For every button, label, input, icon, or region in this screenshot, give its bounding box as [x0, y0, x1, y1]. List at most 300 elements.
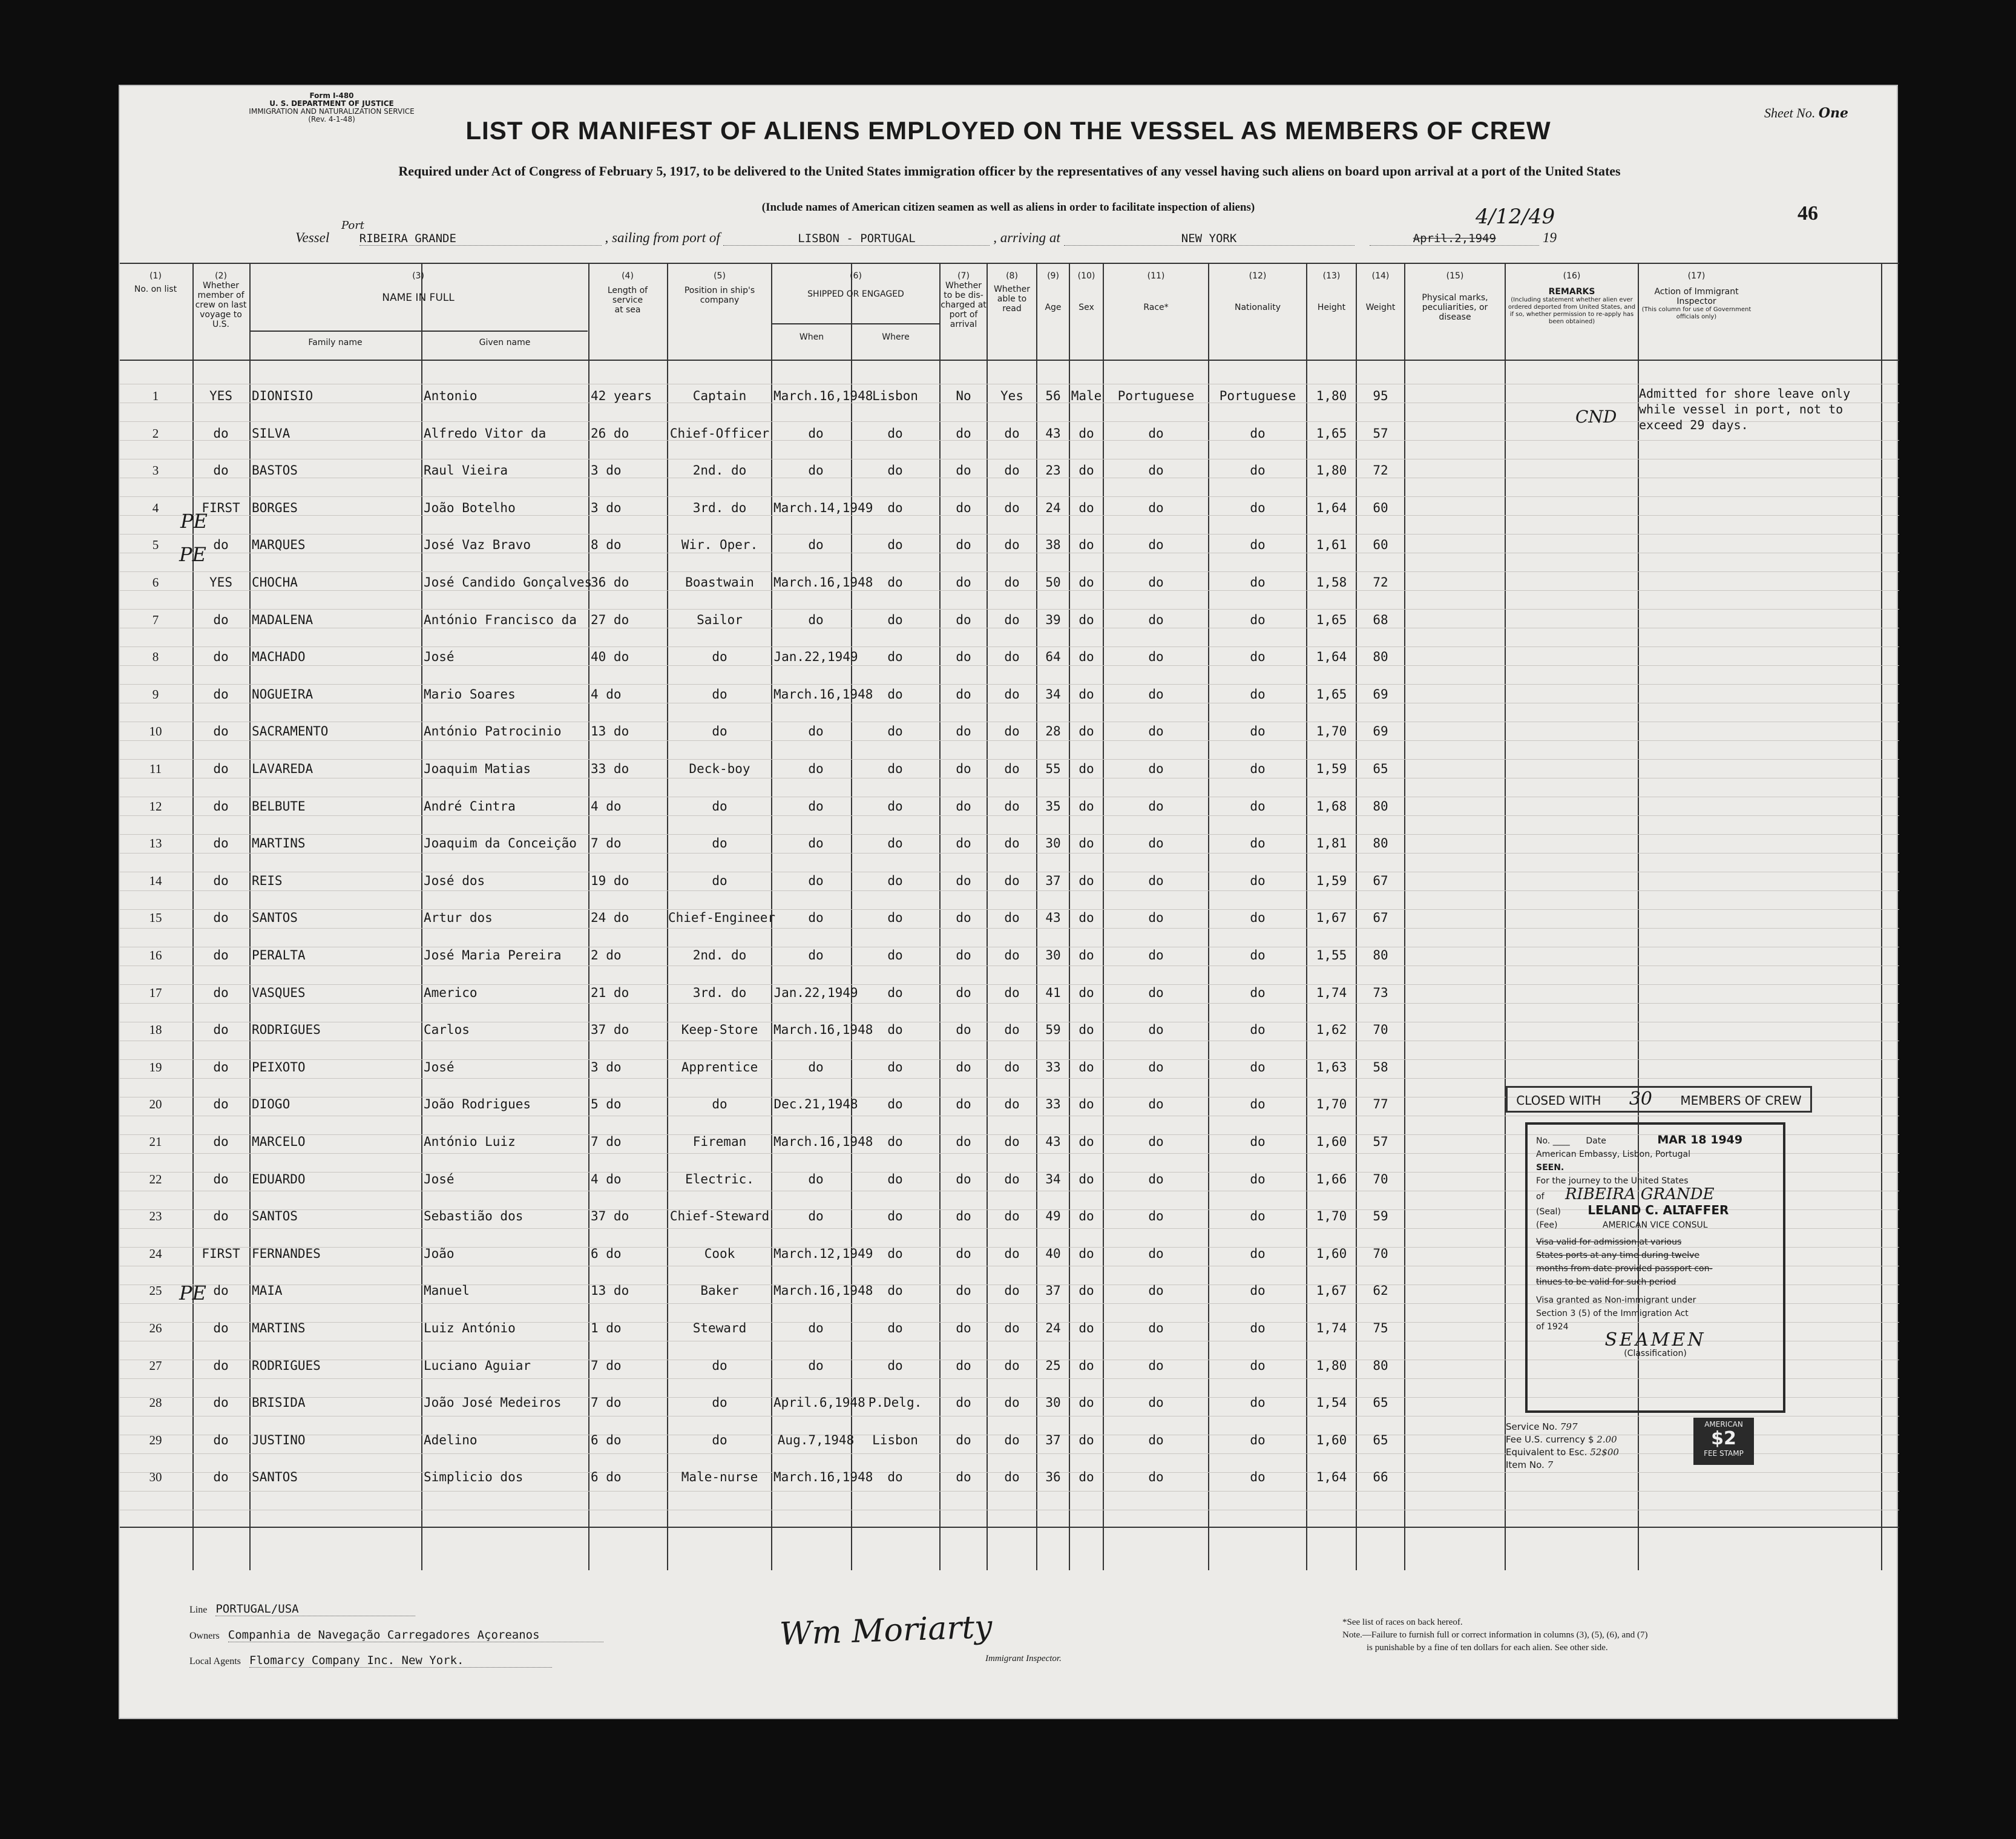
col-header-position: (5) Position in ship's company	[684, 271, 755, 305]
cell-discharged: do	[956, 575, 971, 590]
cell-last-voyage: FIRST	[202, 1246, 240, 1261]
cell-given-name: Artur dos	[424, 910, 493, 926]
cell-sex: do	[1079, 1209, 1094, 1224]
table-row	[120, 527, 1899, 564]
cell-discharged: do	[956, 612, 971, 627]
cell-age: 24	[1045, 1321, 1061, 1335]
cell-family-name: DIOGO	[252, 1097, 291, 1112]
cell-given-name: António Patrocinio	[424, 724, 562, 739]
cell-given-name: António Luiz	[424, 1134, 516, 1149]
table-row	[120, 602, 1899, 639]
arriving-port: NEW YORK	[1064, 232, 1354, 246]
col-header-age: (9) Age	[1045, 271, 1062, 312]
cell-weight: 95	[1373, 389, 1388, 403]
cell-nationality: do	[1250, 798, 1266, 814]
cell-shipped-where: do	[887, 1059, 903, 1074]
cell-height: 1,70	[1316, 724, 1347, 739]
cell-weight: 58	[1373, 1059, 1388, 1074]
cell-race: do	[1148, 1470, 1164, 1485]
cell-shipped-when: do	[808, 762, 824, 776]
table-row	[120, 1012, 1899, 1048]
cell-row-number: 23	[149, 1209, 162, 1224]
cell-shipped-when: March.14,1949	[773, 500, 873, 515]
cell-age: 38	[1045, 538, 1061, 553]
cell-weight: 77	[1373, 1097, 1388, 1112]
cell-shipped-where: do	[887, 1246, 903, 1261]
cell-service-length: 2 do	[591, 948, 622, 962]
cell-last-voyage: do	[213, 1395, 229, 1410]
cell-able-to-read: do	[1004, 463, 1020, 478]
cell-weight: 80	[1373, 948, 1388, 962]
cell-row-number: 19	[149, 1059, 162, 1074]
cell-discharged: do	[956, 1097, 971, 1112]
cell-shipped-where: do	[887, 1171, 903, 1186]
cell-shipped-where: do	[887, 1283, 903, 1298]
cell-service-length: 4 do	[591, 798, 622, 814]
table-row	[120, 825, 1899, 862]
cell-sex: do	[1079, 1022, 1094, 1038]
cell-service-length: 42 years	[591, 389, 652, 403]
cell-position: 2nd. do	[692, 463, 747, 478]
cell-age: 34	[1045, 1171, 1061, 1186]
cell-weight: 73	[1373, 985, 1388, 1000]
cell-family-name: MARTINS	[252, 836, 306, 851]
cell-position: do	[712, 1358, 727, 1373]
cell-last-voyage: do	[213, 724, 229, 739]
col-header-discharged: (7) Whether to be dis-charged at port of arrival	[941, 271, 987, 329]
cell-discharged: do	[956, 1134, 971, 1149]
cell-service-length: 5 do	[591, 1097, 622, 1112]
cell-row-number: 3	[152, 463, 159, 478]
cell-discharged: do	[956, 1171, 971, 1186]
cell-service-length: 6 do	[591, 1246, 622, 1261]
cell-service-length: 19 do	[591, 873, 629, 888]
cell-position: Wir. Oper.	[681, 538, 758, 553]
cell-shipped-where: do	[887, 1321, 903, 1335]
cell-nationality: do	[1250, 1283, 1266, 1298]
cell-able-to-read: do	[1004, 724, 1020, 739]
cell-last-voyage: YES	[209, 575, 232, 590]
cell-last-voyage: do	[213, 762, 229, 776]
cell-able-to-read: do	[1004, 948, 1020, 962]
cell-age: 55	[1045, 762, 1061, 776]
cell-shipped-where: do	[887, 1209, 903, 1224]
visa-date: MAR 18 1949	[1657, 1133, 1743, 1146]
cell-row-number: 1	[152, 389, 159, 403]
cell-able-to-read: do	[1004, 1134, 1020, 1149]
footer-notes: *See list of races on back hereof. Note.—Failure to furnish full or correct information in columns (3), (5), (6), and (7) is punishable by a fine of ten dollars for each alien. See other side.	[1342, 1617, 1648, 1653]
cell-height: 1,70	[1316, 1209, 1347, 1224]
cell-nationality: do	[1250, 1134, 1266, 1149]
cell-family-name: MARQUES	[252, 538, 306, 553]
cell-nationality: do	[1250, 1470, 1266, 1485]
cell-weight: 59	[1373, 1209, 1388, 1224]
form-agency-service: IMMIGRATION AND NATURALIZATION SERVICE	[249, 107, 415, 116]
cell-shipped-where: do	[887, 612, 903, 627]
cell-age: 35	[1045, 798, 1061, 814]
cell-age: 36	[1045, 1470, 1061, 1485]
year-label: 19	[1543, 230, 1557, 245]
cell-sex: do	[1079, 798, 1094, 814]
cell-given-name: Joaquim da Conceição	[424, 836, 577, 851]
form-agency: U. S. DEPARTMENT OF JUSTICE	[269, 99, 394, 108]
cell-service-length: 3 do	[591, 1059, 622, 1074]
cell-family-name: JUSTINO	[252, 1432, 306, 1447]
remark-initials: CND	[1575, 407, 1617, 427]
cell-nationality: do	[1250, 1395, 1266, 1410]
cell-shipped-when: do	[808, 426, 824, 441]
cell-age: 40	[1045, 1246, 1061, 1261]
cell-family-name: CHOCHA	[252, 575, 298, 590]
table-row	[120, 975, 1899, 1012]
cell-age: 37	[1045, 1432, 1061, 1447]
cell-discharged: do	[956, 873, 971, 888]
cell-discharged: do	[956, 762, 971, 776]
table-row	[120, 490, 1899, 527]
cell-shipped-where: do	[887, 426, 903, 441]
cell-family-name: VASQUES	[252, 985, 306, 1000]
form-revision: (Rev. 4-1-48)	[308, 115, 355, 123]
cell-service-length: 3 do	[591, 463, 622, 478]
cell-position: Sailor	[697, 612, 743, 627]
shore-leave-remark: Admitted for shore leave only while vessel in port, not to exceed 29 days.	[1639, 386, 1851, 432]
cell-able-to-read: do	[1004, 1432, 1020, 1447]
cell-discharged: do	[956, 1246, 971, 1261]
cell-race: do	[1148, 985, 1164, 1000]
cell-age: 64	[1045, 650, 1061, 665]
cell-position: Boastwain	[685, 575, 754, 590]
cell-family-name: BRISIDA	[252, 1395, 306, 1410]
cell-discharged: do	[956, 724, 971, 739]
col-header-number: (1) No. on list	[134, 271, 177, 294]
table-row	[120, 1459, 1899, 1496]
cell-service-length: 7 do	[591, 836, 622, 851]
cell-shipped-where: do	[887, 538, 903, 553]
cell-discharged: do	[956, 1321, 971, 1335]
cell-age: 30	[1045, 948, 1061, 962]
cell-last-voyage: do	[213, 426, 229, 441]
cell-family-name: SANTOS	[252, 1470, 298, 1485]
cell-discharged: do	[956, 1283, 971, 1298]
cell-discharged: do	[956, 1059, 971, 1074]
cell-shipped-where: do	[887, 650, 903, 665]
cell-able-to-read: do	[1004, 873, 1020, 888]
cell-position: 3rd. do	[692, 985, 747, 1000]
cell-given-name: Alfredo Vitor da	[424, 426, 547, 441]
cell-race: do	[1148, 1209, 1164, 1224]
cell-weight: 57	[1373, 426, 1388, 441]
cell-race: do	[1148, 612, 1164, 627]
cell-service-length: 24 do	[591, 910, 629, 926]
cell-position: Chief-Officer	[669, 426, 770, 441]
cell-height: 1,80	[1316, 389, 1347, 403]
cell-service-length: 36 do	[591, 575, 629, 590]
cell-nationality: do	[1250, 985, 1266, 1000]
cell-row-number: 30	[149, 1470, 162, 1485]
footer-agents: Local Agents Flomarcy Company Inc. New York.	[189, 1654, 552, 1668]
cell-family-name: EDUARDO	[252, 1171, 306, 1186]
cell-sex: do	[1079, 1134, 1094, 1149]
cell-sex: do	[1079, 1432, 1094, 1447]
cell-weight: 60	[1373, 500, 1388, 515]
cell-shipped-when: Jan.22,1949	[773, 985, 858, 1000]
fee-stamp: AMERICAN $2 FEE STAMP	[1693, 1418, 1754, 1465]
handwritten-date: 4/12/49	[1476, 205, 1555, 229]
cell-family-name: RODRIGUES	[252, 1022, 321, 1038]
cell-race: do	[1148, 500, 1164, 515]
cell-given-name: José Maria Pereira	[424, 948, 562, 962]
cell-family-name: MARCELO	[252, 1134, 306, 1149]
cell-height: 1,74	[1316, 1321, 1347, 1335]
cell-row-number: 22	[149, 1171, 162, 1186]
cell-row-number: 7	[152, 612, 159, 627]
cell-shipped-when: April.6,1948	[773, 1395, 865, 1410]
cell-height: 1,63	[1316, 1059, 1347, 1074]
cell-given-name: José dos	[424, 873, 485, 888]
cell-family-name: DIONISIO	[252, 389, 314, 403]
cell-nationality: do	[1250, 1171, 1266, 1186]
cell-shipped-when: March.12,1949	[773, 1246, 873, 1261]
cell-given-name: Joaquim Matias	[424, 762, 531, 776]
cell-race: do	[1148, 1432, 1164, 1447]
cell-weight: 72	[1373, 575, 1388, 590]
cell-given-name: Simplicio dos	[424, 1470, 524, 1485]
cell-last-voyage: do	[213, 612, 229, 627]
local-agent: Flomarcy Company Inc. New York.	[249, 1654, 552, 1668]
cell-position: Steward	[692, 1321, 747, 1335]
cell-service-length: 8 do	[591, 538, 622, 553]
cell-shipped-when: do	[808, 1358, 824, 1373]
cell-height: 1,80	[1316, 463, 1347, 478]
cell-position: 3rd. do	[692, 500, 747, 515]
cell-discharged: do	[956, 1358, 971, 1373]
cell-sex: do	[1079, 500, 1094, 515]
table-row	[120, 378, 1899, 415]
cell-nationality: do	[1250, 538, 1266, 553]
vessel-label: Vessel	[295, 230, 330, 245]
cell-age: 37	[1045, 1283, 1061, 1298]
cell-sex: do	[1079, 686, 1094, 702]
cell-given-name: José Candido Gonçalves	[424, 575, 593, 590]
cell-row-number: 13	[149, 836, 162, 851]
cell-position: do	[712, 836, 727, 851]
cell-age: 39	[1045, 612, 1061, 627]
cell-weight: 70	[1373, 1171, 1388, 1186]
cell-sex: do	[1079, 985, 1094, 1000]
cell-race: do	[1148, 426, 1164, 441]
cell-age: 41	[1045, 985, 1061, 1000]
manifest-sheet	[119, 85, 1898, 1719]
cell-last-voyage: do	[213, 650, 229, 665]
table-row	[120, 452, 1899, 489]
cell-nationality: do	[1250, 1022, 1266, 1038]
cell-service-length: 4 do	[591, 1171, 622, 1186]
cell-shipped-where: do	[887, 1097, 903, 1112]
margin-mark: PE	[179, 1281, 206, 1304]
cell-shipped-when: Jan.22,1949	[773, 650, 858, 665]
cell-position: do	[712, 1097, 727, 1112]
cell-height: 1,70	[1316, 1097, 1347, 1112]
sheet-corner-number: 46	[1798, 202, 1818, 225]
cell-sex: do	[1079, 1470, 1094, 1485]
cell-able-to-read: do	[1004, 985, 1020, 1000]
cell-row-number: 6	[152, 575, 159, 590]
cell-last-voyage: do	[213, 836, 229, 851]
cell-age: 30	[1045, 1395, 1061, 1410]
margin-mark: PE	[180, 510, 208, 533]
cell-nationality: do	[1250, 948, 1266, 962]
cell-discharged: do	[956, 686, 971, 702]
cell-age: 43	[1045, 426, 1061, 441]
cell-sex: do	[1079, 836, 1094, 851]
cell-shipped-when: do	[808, 538, 824, 553]
cell-last-voyage: do	[213, 910, 229, 926]
cell-family-name: BORGES	[252, 500, 298, 515]
cell-position: Keep-Store	[681, 1022, 758, 1038]
cell-race: do	[1148, 1097, 1164, 1112]
arriving-label: , arriving at	[993, 230, 1060, 245]
cell-last-voyage: do	[213, 1470, 229, 1485]
table-row	[120, 788, 1899, 825]
cell-row-number: 28	[149, 1395, 162, 1410]
cell-able-to-read: do	[1004, 798, 1020, 814]
cell-service-length: 13 do	[591, 1283, 629, 1298]
cell-given-name: António Francisco da	[424, 612, 577, 627]
cell-shipped-when: do	[808, 1321, 824, 1335]
col-header-name: (3) NAME IN FULL	[382, 271, 455, 304]
cell-service-length: 1 do	[591, 1321, 622, 1335]
cell-sex: do	[1079, 575, 1094, 590]
cell-row-number: 4	[152, 500, 159, 515]
cell-position: Chief-Steward	[669, 1209, 770, 1224]
cell-service-length: 7 do	[591, 1134, 622, 1149]
cell-able-to-read: do	[1004, 836, 1020, 851]
cell-height: 1,64	[1316, 500, 1347, 515]
cell-shipped-where: do	[887, 836, 903, 851]
cell-service-length: 27 do	[591, 612, 629, 627]
cell-last-voyage: do	[213, 948, 229, 962]
cell-row-number: 5	[152, 538, 159, 553]
cell-height: 1,64	[1316, 1470, 1347, 1485]
cell-service-length: 6 do	[591, 1470, 622, 1485]
cell-row-number: 27	[149, 1358, 162, 1373]
cell-position: do	[712, 1395, 727, 1410]
col-header-nationality: (12) Nationality	[1234, 271, 1281, 312]
cell-family-name: PEIXOTO	[252, 1059, 306, 1074]
cell-service-length: 3 do	[591, 500, 622, 515]
table-row	[120, 1422, 1899, 1459]
cell-row-number: 8	[152, 650, 159, 665]
cell-shipped-when: Dec.21,1948	[773, 1097, 858, 1112]
cell-family-name: SANTOS	[252, 1209, 298, 1224]
footer-line: Line PORTUGAL/USA	[189, 1602, 415, 1616]
cell-weight: 69	[1373, 686, 1388, 702]
cell-family-name: LAVAREDA	[252, 762, 314, 776]
cell-race: do	[1148, 873, 1164, 888]
cell-last-voyage: do	[213, 1097, 229, 1112]
cell-sex: do	[1079, 1283, 1094, 1298]
cell-weight: 80	[1373, 836, 1388, 851]
inspector-signature: Wm Moriarty	[779, 1608, 993, 1653]
cell-sex: do	[1079, 948, 1094, 962]
cell-height: 1,65	[1316, 426, 1347, 441]
cell-able-to-read: do	[1004, 686, 1020, 702]
cell-sex: do	[1079, 762, 1094, 776]
cell-able-to-read: do	[1004, 1059, 1020, 1074]
cell-discharged: do	[956, 650, 971, 665]
cell-given-name: José Vaz Bravo	[424, 538, 531, 553]
cell-weight: 65	[1373, 762, 1388, 776]
col-header-remarks: (16) REMARKS (Including statement whether alien ever ordered deported from United States, and if so, whether permission to re-apply has been obtained)	[1508, 271, 1636, 325]
cell-discharged: do	[956, 836, 971, 851]
sheet-number-value: One	[1818, 105, 1848, 121]
cell-row-number: 20	[149, 1097, 162, 1112]
cell-given-name: Mario Soares	[424, 686, 516, 702]
cell-family-name: RODRIGUES	[252, 1358, 321, 1373]
cell-nationality: do	[1250, 762, 1266, 776]
cell-shipped-where: Lisbon	[872, 1432, 918, 1447]
cell-sex: do	[1079, 1358, 1094, 1373]
cell-height: 1,55	[1316, 948, 1347, 962]
cell-family-name: REIS	[252, 873, 283, 888]
cell-family-name: BASTOS	[252, 463, 298, 478]
cell-sex: Male	[1071, 389, 1102, 403]
cell-sex: do	[1079, 1246, 1094, 1261]
cell-position: Electric.	[685, 1171, 754, 1186]
cell-shipped-when: March.16,1948	[773, 575, 873, 590]
cell-shipped-when: do	[808, 948, 824, 962]
cell-last-voyage: do	[213, 985, 229, 1000]
cell-service-length: 13 do	[591, 724, 629, 739]
cell-position: 2nd. do	[692, 948, 747, 962]
cell-race: do	[1148, 463, 1164, 478]
cell-shipped-where: do	[887, 762, 903, 776]
cell-race: do	[1148, 910, 1164, 926]
cell-service-length: 37 do	[591, 1022, 629, 1038]
inspector-label: Immigrant Inspector.	[985, 1654, 1062, 1663]
cell-service-length: 33 do	[591, 762, 629, 776]
cell-sex: do	[1079, 612, 1094, 627]
cell-nationality: do	[1250, 1246, 1266, 1261]
cell-height: 1,67	[1316, 1283, 1347, 1298]
cell-row-number: 25	[149, 1283, 162, 1298]
owner-company: Companhia de Navegação Carregadores Açoreanos	[228, 1628, 603, 1642]
cell-last-voyage: do	[213, 463, 229, 478]
cell-weight: 66	[1373, 1470, 1388, 1485]
cell-weight: 80	[1373, 650, 1388, 665]
table-row	[120, 676, 1899, 713]
cell-last-voyage: do	[213, 1321, 229, 1335]
cell-shipped-when: do	[808, 612, 824, 627]
arrival-date: April.2,1949	[1370, 232, 1539, 246]
cell-shipped-where: do	[887, 873, 903, 888]
cell-shipped-when: do	[808, 1171, 824, 1186]
cell-nationality: do	[1250, 724, 1266, 739]
cell-sex: do	[1079, 538, 1094, 553]
cell-given-name: André Cintra	[424, 798, 516, 814]
cell-shipped-where: do	[887, 575, 903, 590]
cell-able-to-read: do	[1004, 1097, 1020, 1112]
cell-race: do	[1148, 1022, 1164, 1038]
cell-race: do	[1148, 836, 1164, 851]
col-header-weight: (14) Weight	[1365, 271, 1396, 312]
cell-weight: 70	[1373, 1246, 1388, 1261]
cell-weight: 67	[1373, 910, 1388, 926]
cell-service-length: 40 do	[591, 650, 629, 665]
cell-shipped-when: March.16,1948	[773, 1022, 873, 1038]
cell-given-name: Raul Vieira	[424, 463, 508, 478]
cell-able-to-read: do	[1004, 538, 1020, 553]
